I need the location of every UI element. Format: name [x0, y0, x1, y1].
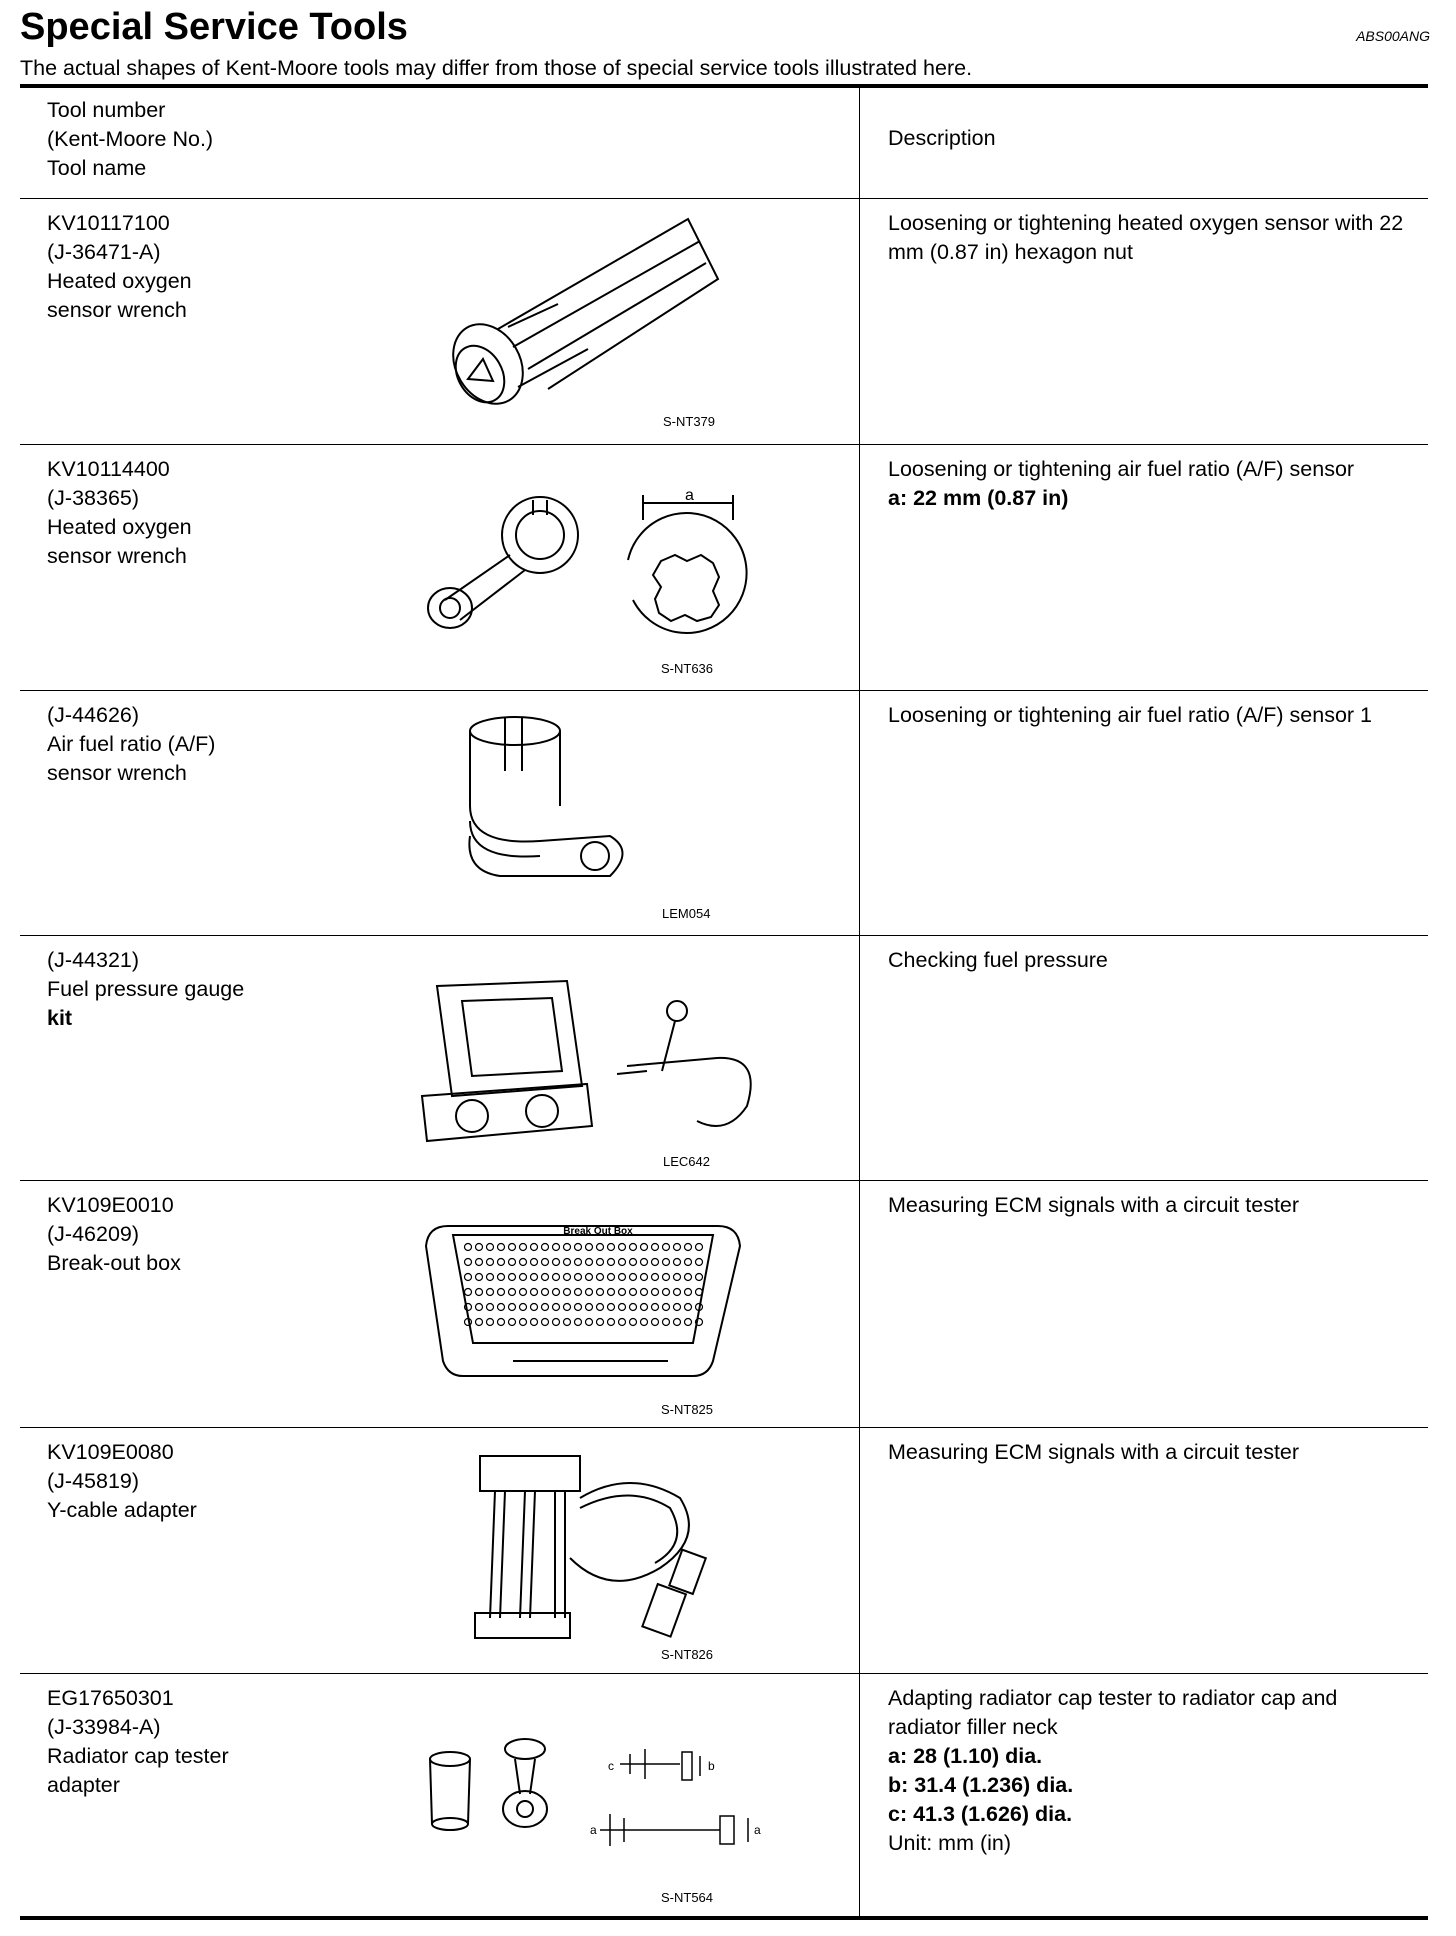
- flare-nut-profile-illustration: [623, 485, 758, 655]
- connector-pin: [542, 1259, 549, 1266]
- page-title: Special Service Tools: [20, 6, 408, 48]
- connector-pin: [630, 1289, 637, 1296]
- table-row: [20, 1181, 1428, 1428]
- connector-pin: [553, 1274, 560, 1281]
- figure-label: LEC642: [663, 1154, 710, 1169]
- flare-nut-wrench-illustration: [415, 490, 605, 640]
- tool-cell: [47, 1191, 181, 1278]
- connector-pin: [476, 1244, 483, 1251]
- connector-pin: [509, 1244, 516, 1251]
- connector-pin: [685, 1274, 692, 1281]
- connector-pin: [608, 1304, 615, 1311]
- connector-pin: [520, 1289, 527, 1296]
- connector-pin: [685, 1319, 692, 1326]
- connector-pin: [520, 1259, 527, 1266]
- tool-number: KV10117100: [47, 211, 170, 235]
- tool-number: EG17650301: [47, 1686, 174, 1710]
- kent-moore-number: (J-36471-A): [47, 240, 161, 264]
- connector-pin: [619, 1289, 626, 1296]
- description-text: Checking fuel pressure: [888, 948, 1108, 972]
- connector-pin: [641, 1304, 648, 1311]
- connector-pin: [542, 1319, 549, 1326]
- connector-pin: [520, 1274, 527, 1281]
- connector-pin: [696, 1244, 703, 1251]
- y-cable-adapter-illustration: [460, 1448, 720, 1648]
- tool-name-line: sensor wrench: [47, 761, 187, 785]
- connector-pin: [674, 1259, 681, 1266]
- connector-pin: [597, 1244, 604, 1251]
- connector-pin: [586, 1259, 593, 1266]
- connector-pin: [531, 1289, 538, 1296]
- socket-wrench-illustration: [438, 209, 748, 419]
- connector-pin: [674, 1244, 681, 1251]
- connector-pin: [652, 1289, 659, 1296]
- connector-pin: [630, 1319, 637, 1326]
- tool-cell: [47, 209, 192, 325]
- break-out-box-illustration: [418, 1221, 748, 1381]
- dimension-spec: b: 31.4 (1.236) dia.: [888, 1773, 1074, 1797]
- connector-pin: [663, 1274, 670, 1281]
- bottom-rule: [20, 1916, 1428, 1920]
- tool-cell: [47, 1438, 197, 1525]
- dimension-label: a: [754, 1823, 761, 1837]
- tool-number: KV109E0080: [47, 1440, 174, 1464]
- connector-pin: [487, 1289, 494, 1296]
- connector-pin: [476, 1274, 483, 1281]
- connector-pin: [553, 1319, 560, 1326]
- connector-pin: [663, 1244, 670, 1251]
- connector-pin: [476, 1259, 483, 1266]
- connector-pin: [498, 1304, 505, 1311]
- tool-name-line: Air fuel ratio (A/F): [47, 732, 216, 756]
- table-row: [20, 1674, 1428, 1916]
- connector-pin: [630, 1244, 637, 1251]
- connector-pin: [641, 1319, 648, 1326]
- connector-pin: [696, 1259, 703, 1266]
- connector-pin: [553, 1259, 560, 1266]
- connector-pin: [498, 1319, 505, 1326]
- connector-pin: [663, 1259, 670, 1266]
- section-code: ABS00ANG: [1356, 28, 1430, 44]
- connector-pin: [465, 1274, 472, 1281]
- header-left-cell: [47, 96, 213, 183]
- connector-pin: [652, 1259, 659, 1266]
- connector-pin: [575, 1244, 582, 1251]
- description-text: Loosening or tightening air fuel ratio (A/F) sensor: [888, 457, 1355, 481]
- connector-pin: [619, 1259, 626, 1266]
- connector-pin: [586, 1274, 593, 1281]
- connector-pin: [509, 1289, 516, 1296]
- connector-pin: [586, 1319, 593, 1326]
- description-cell: [888, 209, 1408, 267]
- figure-label: S-NT636: [661, 661, 714, 676]
- connector-pin: [630, 1274, 637, 1281]
- connector-pin: [498, 1244, 505, 1251]
- figure-label: S-NT564: [661, 1890, 714, 1905]
- tool-name-line: sensor wrench: [47, 544, 187, 568]
- box-label: Break Out Box: [563, 1226, 633, 1237]
- connector-pin: [487, 1319, 494, 1326]
- connector-pin: [575, 1274, 582, 1281]
- connector-pin: [509, 1259, 516, 1266]
- connector-pin: [597, 1274, 604, 1281]
- connector-pin: [586, 1304, 593, 1311]
- header-tool-name: Tool name: [47, 156, 147, 180]
- kent-moore-number: (J-38365): [47, 486, 140, 510]
- description-text: Measuring ECM signals with a circuit tester: [888, 1193, 1300, 1217]
- connector-pin: [542, 1244, 549, 1251]
- description-cell: [888, 1684, 1408, 1858]
- connector-pin: [674, 1319, 681, 1326]
- description-cell: [888, 701, 1408, 730]
- tool-cell: [47, 946, 244, 1033]
- fuel-pressure-gauge-kit-illustration: [417, 976, 777, 1151]
- tool-name-line: kit: [47, 1006, 73, 1030]
- connector-pin: [641, 1289, 648, 1296]
- connector-pin: [685, 1289, 692, 1296]
- description-text: Adapting radiator cap tester to radiator cap and radiator filler neck: [888, 1686, 1338, 1739]
- connector-pin: [498, 1289, 505, 1296]
- dimension-spec: a: 28 (1.10) dia.: [888, 1744, 1043, 1768]
- connector-pin: [597, 1319, 604, 1326]
- connector-pin: [487, 1244, 494, 1251]
- connector-pin: [487, 1304, 494, 1311]
- connector-pin: [663, 1304, 670, 1311]
- tool-cell: [47, 1684, 229, 1800]
- connector-pin: [597, 1259, 604, 1266]
- table-row: [20, 445, 1428, 691]
- header-kent-moore-no: (Kent-Moore No.): [47, 127, 214, 151]
- figure-label: S-NT826: [661, 1647, 714, 1662]
- connector-pin: [630, 1259, 637, 1266]
- connector-pin: [531, 1259, 538, 1266]
- connector-pin: [564, 1304, 571, 1311]
- connector-pin: [619, 1274, 626, 1281]
- connector-pin: [465, 1259, 472, 1266]
- connector-pin: [652, 1304, 659, 1311]
- connector-pin: [586, 1289, 593, 1296]
- tool-number: KV10114400: [47, 457, 170, 481]
- connector-pin: [487, 1274, 494, 1281]
- tool-name-line: sensor wrench: [47, 298, 187, 322]
- connector-pin: [542, 1304, 549, 1311]
- connector-pin: [509, 1304, 516, 1311]
- connector-pin: [663, 1289, 670, 1296]
- connector-pin: [542, 1289, 549, 1296]
- connector-pin: [531, 1274, 538, 1281]
- tool-name-line: Fuel pressure gauge: [47, 977, 245, 1001]
- table-row: [20, 691, 1428, 936]
- connector-pin: [597, 1304, 604, 1311]
- sensor-wrench-illustration: [460, 711, 660, 896]
- connector-pin: [575, 1289, 582, 1296]
- table-row: [20, 936, 1428, 1181]
- connector-pin: [553, 1289, 560, 1296]
- dimension-label: a: [685, 487, 694, 504]
- connector-pin: [674, 1304, 681, 1311]
- kent-moore-number: (J-44626): [47, 703, 140, 727]
- connector-pin: [531, 1244, 538, 1251]
- connector-pin: [564, 1289, 571, 1296]
- connector-pin: [498, 1274, 505, 1281]
- connector-pin: [564, 1259, 571, 1266]
- connector-pin: [608, 1319, 615, 1326]
- connector-pin: [575, 1319, 582, 1326]
- connector-pin: [586, 1244, 593, 1251]
- dimension-label: c: [608, 1759, 614, 1773]
- connector-pin: [685, 1259, 692, 1266]
- table-row: [20, 1428, 1428, 1674]
- radiator-cap-adapter-illustration: [410, 1734, 790, 1854]
- page-subtitle: The actual shapes of Kent-Moore tools may differ from those of special service tools illustrated here.: [20, 56, 973, 80]
- connector-pin: [509, 1274, 516, 1281]
- connector-pin: [608, 1244, 615, 1251]
- connector-pin: [564, 1274, 571, 1281]
- connector-pin: [619, 1304, 626, 1311]
- connector-pin: [597, 1289, 604, 1296]
- figure-label: S-NT379: [663, 414, 716, 429]
- connector-pin-grid: [465, 1244, 703, 1326]
- connector-pin: [619, 1319, 626, 1326]
- connector-pin: [542, 1274, 549, 1281]
- kent-moore-number: (J-33984-A): [47, 1715, 161, 1739]
- tool-name-line: Radiator cap tester: [47, 1744, 229, 1768]
- description-text: Loosening or tightening heated oxygen sensor with 22 mm (0.87 in) hexagon nut: [888, 211, 1404, 264]
- connector-pin: [553, 1244, 560, 1251]
- dimension-spec: c: 41.3 (1.626) dia.: [888, 1802, 1073, 1826]
- connector-pin: [674, 1289, 681, 1296]
- connector-pin: [564, 1319, 571, 1326]
- tool-cell: [47, 455, 192, 571]
- kent-moore-number: (J-46209): [47, 1222, 140, 1246]
- connector-pin: [509, 1319, 516, 1326]
- connector-pin: [652, 1244, 659, 1251]
- tool-name-line: Heated oxygen: [47, 515, 192, 539]
- tool-name-line: Break-out box: [47, 1251, 181, 1275]
- description-cell: [888, 946, 1408, 975]
- connector-pin: [498, 1259, 505, 1266]
- connector-pin: [476, 1304, 483, 1311]
- connector-pin: [575, 1304, 582, 1311]
- kent-moore-number: (J-44321): [47, 948, 140, 972]
- table-header-row: [20, 88, 1428, 199]
- description-cell: [888, 455, 1408, 513]
- description-cell: [888, 1191, 1408, 1220]
- tool-name-line: Heated oxygen: [47, 269, 192, 293]
- connector-pin: [696, 1274, 703, 1281]
- column-divider: [859, 88, 860, 1916]
- dimension-spec: a: 22 mm (0.87 in): [888, 486, 1069, 510]
- connector-pin: [553, 1304, 560, 1311]
- connector-pin: [608, 1289, 615, 1296]
- connector-pin: [663, 1319, 670, 1326]
- connector-pin: [476, 1319, 483, 1326]
- figure-label: S-NT825: [661, 1402, 714, 1417]
- connector-pin: [641, 1259, 648, 1266]
- connector-pin: [608, 1259, 615, 1266]
- tool-cell: [47, 701, 215, 788]
- connector-pin: [520, 1244, 527, 1251]
- connector-pin: [520, 1304, 527, 1311]
- connector-pin: [685, 1244, 692, 1251]
- dimension-label: a: [590, 1823, 597, 1837]
- table-row: [20, 199, 1428, 445]
- connector-pin: [531, 1304, 538, 1311]
- description-text: Measuring ECM signals with a circuit tester: [888, 1440, 1300, 1464]
- connector-pin: [641, 1244, 648, 1251]
- tool-name-line: adapter: [47, 1773, 120, 1797]
- connector-pin: [520, 1319, 527, 1326]
- connector-pin: [674, 1274, 681, 1281]
- connector-pin: [465, 1244, 472, 1251]
- connector-pin: [476, 1289, 483, 1296]
- description-cell: [888, 1438, 1408, 1467]
- connector-pin: [641, 1274, 648, 1281]
- connector-pin: [630, 1304, 637, 1311]
- figure-label: LEM054: [662, 906, 711, 921]
- header-tool-number: Tool number: [47, 98, 166, 122]
- connector-pin: [619, 1244, 626, 1251]
- connector-pin: [531, 1319, 538, 1326]
- dimension-label: b: [708, 1759, 715, 1773]
- connector-pin: [564, 1244, 571, 1251]
- connector-pin: [465, 1289, 472, 1296]
- unit-note: Unit: mm (in): [888, 1831, 1012, 1855]
- connector-pin: [652, 1274, 659, 1281]
- header-description: Description: [888, 126, 996, 150]
- description-text: Loosening or tightening air fuel ratio (A/F) sensor 1: [888, 703, 1373, 727]
- connector-pin: [652, 1319, 659, 1326]
- connector-pin: [685, 1304, 692, 1311]
- tool-number: KV109E0010: [47, 1193, 174, 1217]
- kent-moore-number: (J-45819): [47, 1469, 140, 1493]
- connector-pin: [608, 1274, 615, 1281]
- connector-pin: [575, 1259, 582, 1266]
- tool-name-line: Y-cable adapter: [47, 1498, 197, 1522]
- connector-pin: [487, 1259, 494, 1266]
